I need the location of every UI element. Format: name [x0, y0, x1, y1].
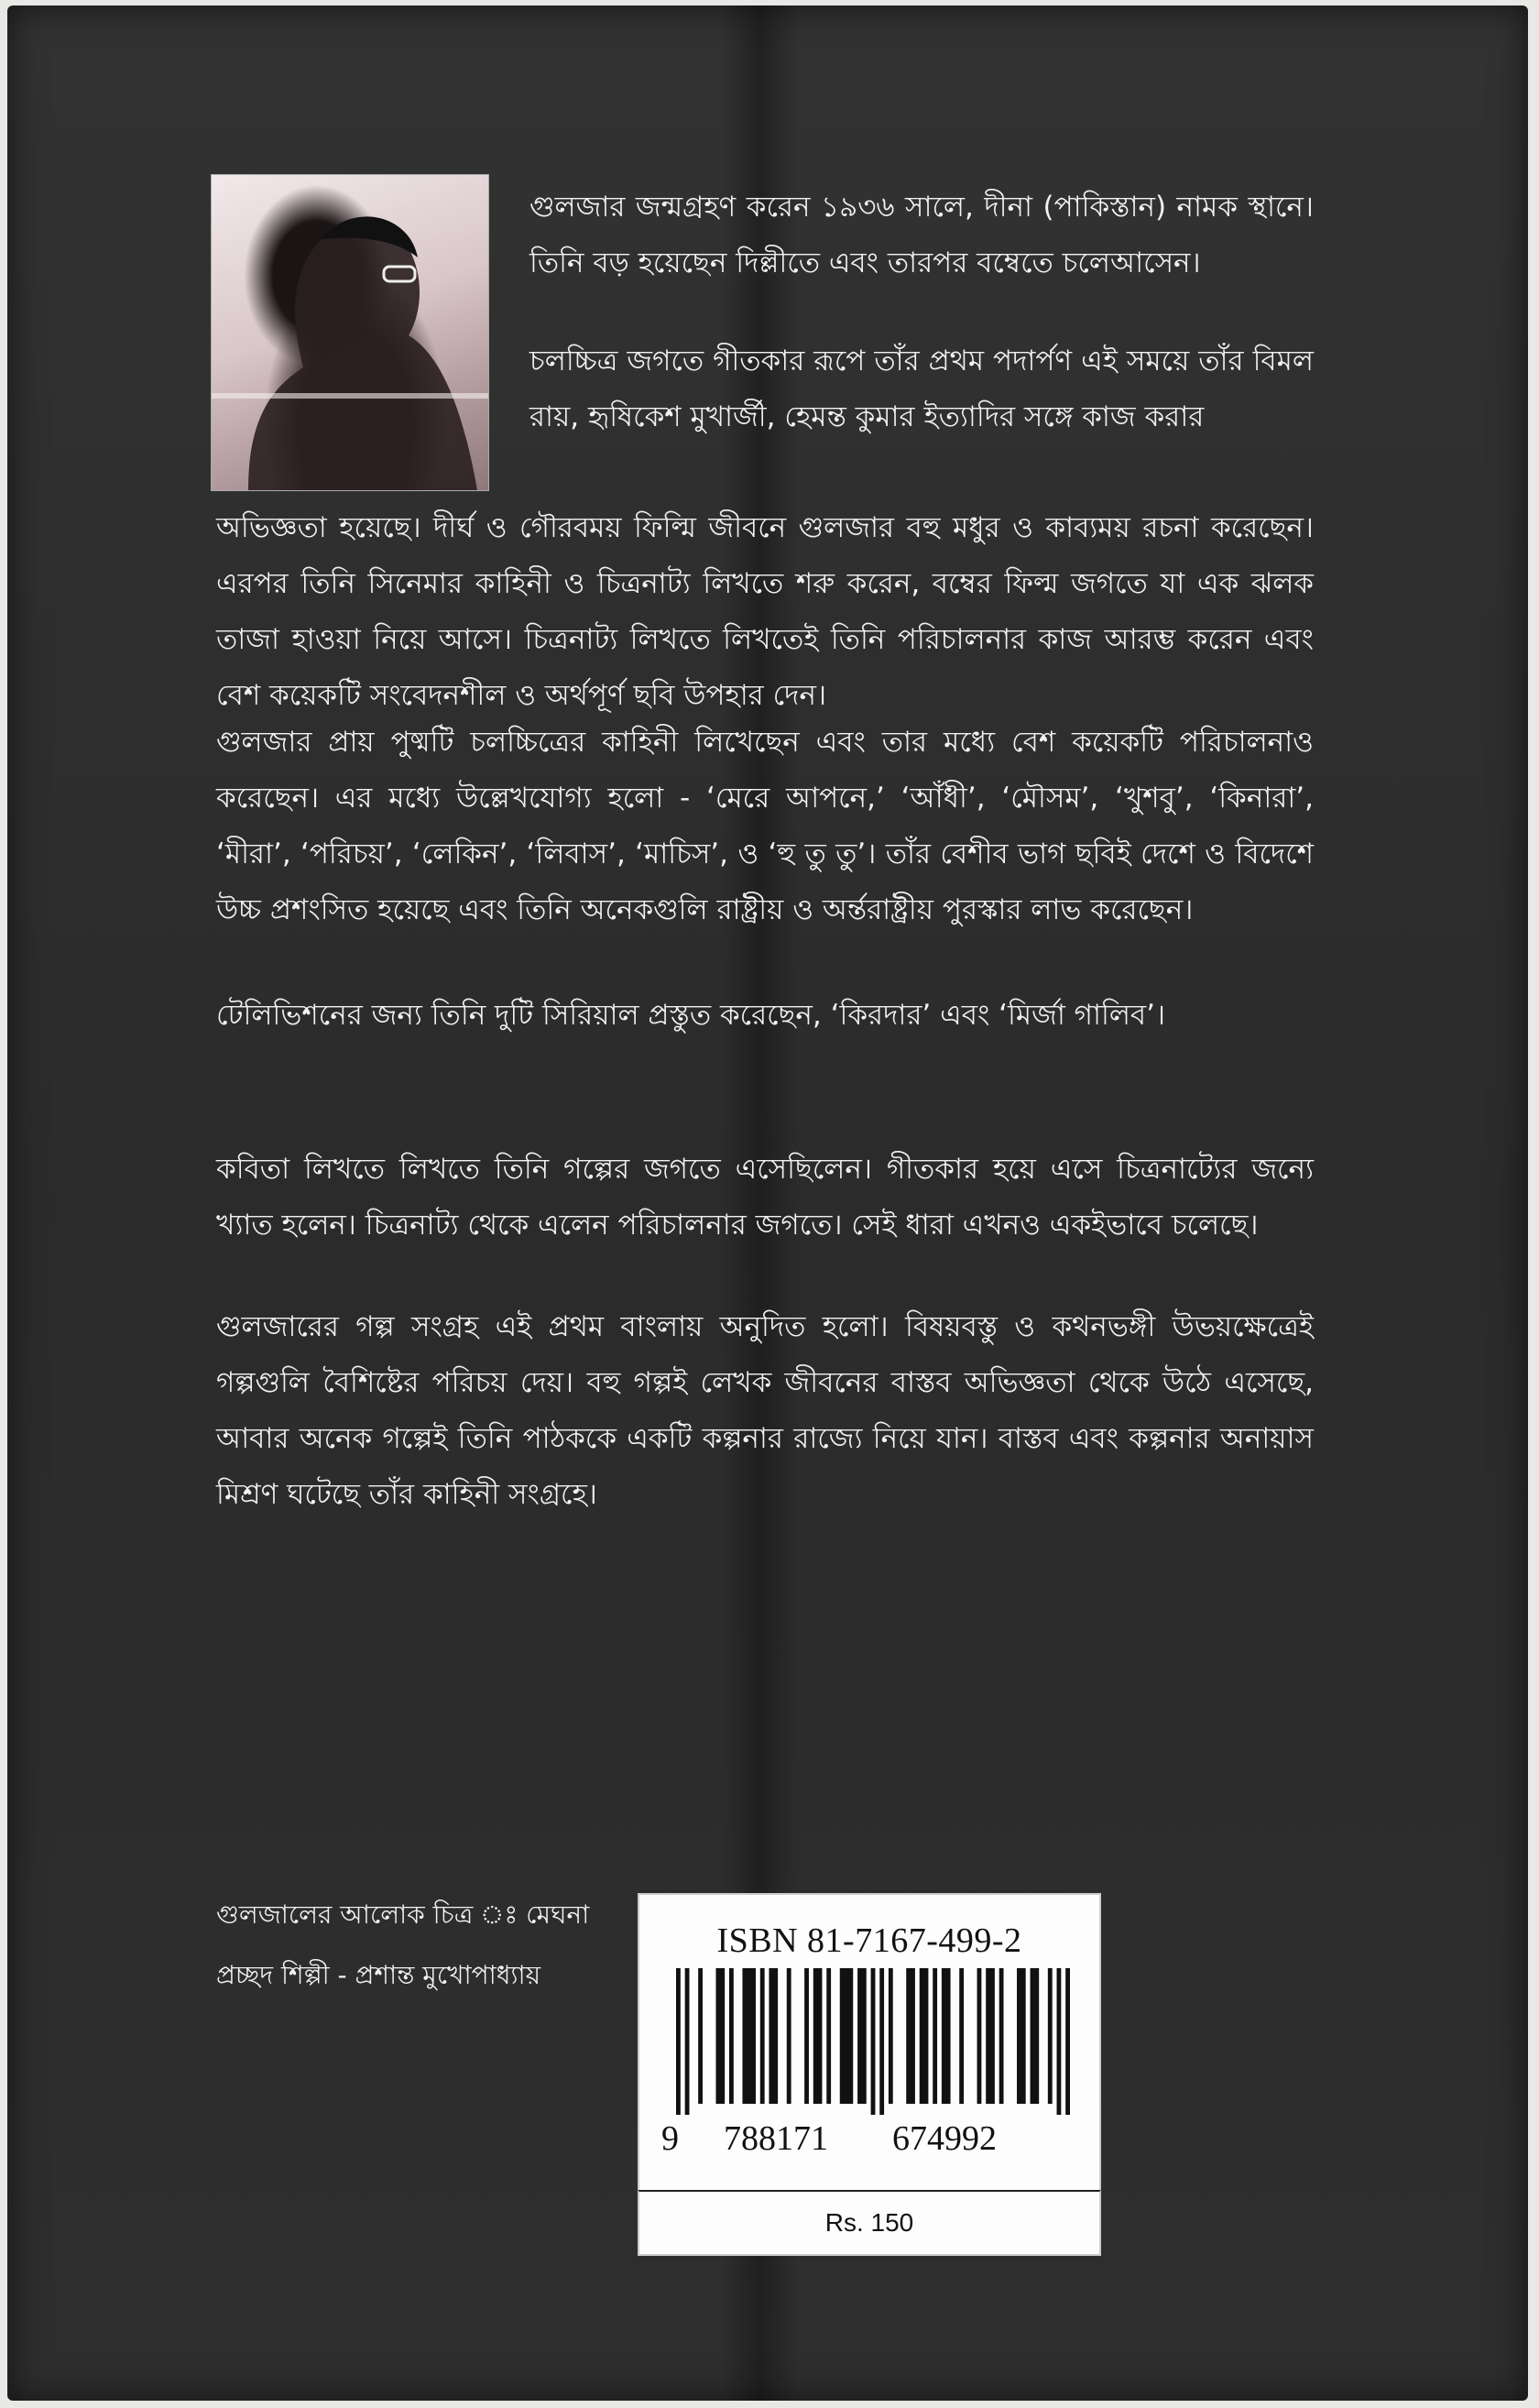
barcode-bar: [959, 1968, 964, 2104]
barcode-bar: [1048, 1968, 1053, 2104]
barcode-bar: [676, 1968, 681, 2115]
cover-artist-credit: প্রচ্ছদ শিল্পী - প্রশান্ত মুখোপাধ্যায়: [216, 1960, 541, 1990]
price-label: Rs. 150: [638, 2190, 1101, 2256]
barcode-bar: [760, 1968, 765, 2104]
barcode-bar: [920, 1968, 929, 2104]
isbn-barcode: [638, 1893, 1101, 2194]
bio-paragraph-career-cont: অভিজ্ঞতা হয়েছে। দীর্ঘ ও গৌরবময় ফিল্মি জীবনে গুলজার বহু মধুর ও কাব্যময় রচনা করেছেন। এরপর তিনি সিনেমার কাহিনী ও চিত্রনাট্য লিখতে শরু করেন, বম্বের ফিল্ম জগতে যা এক ঝলক তাজা হাওয়া নিয়ে আসে। চিত্রনাট্য লিখতে লিখতেই তিনি পরিচালনার কাজ আরম্ভ করেন এবং বেশ কয়েকটি সংবেদনশীল ও অর্থপূর্ণ ছবি উপহার দেন।: [216, 511, 1314, 712]
barcode-bar: [933, 1968, 937, 2104]
barcode-bar: [986, 1968, 995, 2104]
book-back-cover: [7, 5, 1528, 2401]
bio-paragraph-writing: কবিতা লিখতে লিখতে তিনি গল্পের জগতে এসেছিলেন। গীতকার হয়ে এসে চিত্রনাট্যের জন্যে খ্যাত হলেন। চিত্রনাট্য থেকে এলেন পরিচালনার জগতে। সেই ধারা এখনও একইভাবে চলেছে।: [216, 1153, 1314, 1242]
ean-digits-right: 674992: [892, 2119, 997, 2158]
barcode-bar: [879, 1968, 884, 2115]
bio-paragraph-television: টেলিভিশনের জন্য তিনি দুটি সিরিয়াল প্রস্তুত করেছেন, ‘কিরদার’ এবং ‘মির্জা গালিব’।: [216, 999, 1166, 1032]
author-photo-silhouette: [212, 175, 488, 490]
barcode-bar: [1065, 1968, 1070, 2115]
barcode-bar: [715, 1968, 725, 2104]
barcode-bar: [769, 1968, 778, 2104]
bio-paragraph-birth: গুলজার জন্মগ্রহণ করেন ১৯৩৬ সালে, দীনা (পাকিস্তান) নামক স্থানে। তিনি বড় হয়েছেন দিল্লীতে এবং তারপর বম্বেতে চলেআসেন।: [529, 191, 1314, 279]
barcode-bar: [977, 1968, 982, 2104]
barcode-bar: [698, 1968, 703, 2104]
bio-paragraph-stories: গুলজারের গল্প সংগ্রহ এই প্রথম বাংলায় অনুদিত হলো। বিষয়বস্তু ও কথনভঙ্গী উভয়ক্ষেত্রেই গল্পগুলি বৈশিষ্টের পরিচয় দেয়। বহু গল্পই লেখক জীবনের বাস্তব অভিজ্ঞতা থেকে উঠে এসেছে, আবার অনেক গল্পেই তিনি পাঠককে একটি কল্পনার রাজ্যে নিয়ে যান। বাস্তব এবং কল্পনার অনায়াস মিশ্রণ ঘটেছে তাঁর কাহিনী সংগ্রহে।: [216, 1310, 1314, 1511]
ean-digits-left: 788171: [724, 2119, 828, 2158]
barcode-bar: [999, 1968, 1004, 2104]
barcode-bar: [685, 1968, 690, 2115]
author-photo: [211, 174, 489, 491]
bio-paragraph-films: গুলজার প্রায় পুষ্মটি চলচ্চিত্রের কাহিনী লিখেছেন এবং তার মধ্যে বেশ কয়েকটি পরিচালনাও করেছেন। এর মধ্যে উল্লেখযোগ্য হলো - ‘মেরে আপনে,’ ‘আঁধী’, ‘মৌসম’, ‘খুশবু’, ‘কিনারা’, ‘মীরা’, ‘পরিচয়’, ‘লেকিন’, ‘লিবাস’, ‘মাচিস’, ও ‘হু তু তু’। তাঁর বেশীব ভাগ ছবিই দেশে ও বিদেশে উচ্চ প্রশংসিত হয়েছে এবং তিনি অনেকগুলি রাষ্ট্রীয় ও অর্ন্তরাষ্ট্রীয় পুরস্কার লাভ করেছেন।: [216, 726, 1314, 926]
barcode-bar: [1017, 1968, 1026, 2104]
barcode-bar: [1031, 1968, 1040, 2104]
barcode-bar: [871, 1968, 876, 2115]
barcode-bar: [906, 1968, 915, 2104]
barcode-bar: [729, 1968, 734, 2104]
ean-digit-first: 9: [661, 2119, 679, 2158]
barcode-bar: [787, 1968, 791, 2104]
barcode-bar: [804, 1968, 809, 2104]
barcode-bar: [742, 1968, 755, 2104]
barcode-bar: [857, 1968, 867, 2104]
barcode-bars: [676, 1968, 1070, 2115]
isbn-number: ISBN 81-7167-499-2: [716, 1921, 1022, 1960]
bio-paragraph-career-start: চলচ্চিত্র জগতে গীতকার রূপে তাঁর প্রথম পদার্পণ এই সময়ে তাঁর বিমল রায়, হৃষিকেশ মুখার্জী, হেমন্ত কুমার ইত্যাদির সঙ্গে কাজ করার: [529, 345, 1314, 433]
barcode-bar: [840, 1968, 853, 2104]
barcode-bar: [942, 1968, 951, 2104]
barcode-bar: [813, 1968, 823, 2104]
barcode-bar: [1057, 1968, 1062, 2115]
barcode-bar: [889, 1968, 893, 2104]
photo-credit: গুলজালের আলোক চিত্র ঃ মেঘনা: [216, 1899, 590, 1930]
barcode-bar: [826, 1968, 831, 2104]
